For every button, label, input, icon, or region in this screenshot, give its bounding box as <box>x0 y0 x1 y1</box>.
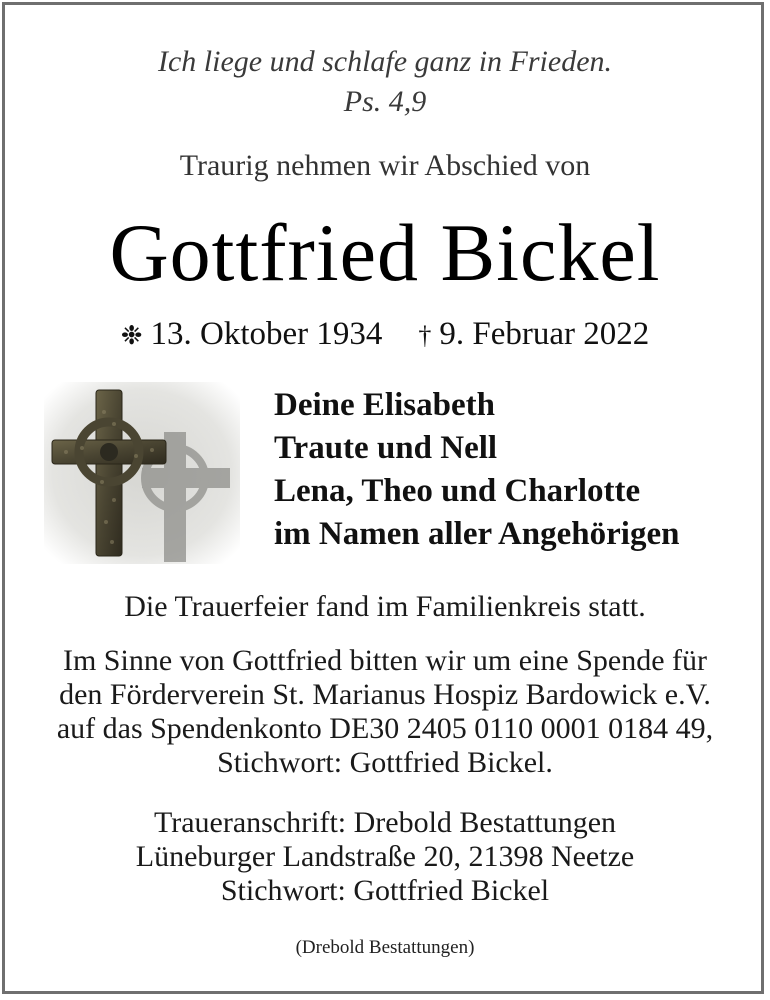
death-symbol: † <box>418 321 432 350</box>
celtic-cross-icon <box>44 382 240 564</box>
donation-line: Stichwort: Gottfried Bickel. <box>217 746 553 779</box>
death-date: 9. Februar 2022 <box>439 316 650 352</box>
address-line: Lüneburger Landstraße 20, 21398 Neetze <box>135 840 635 873</box>
life-dates <box>0 314 770 356</box>
intro-text: Traurig nehmen wir Abschied von <box>179 149 591 182</box>
birth-date: 13. Oktober 1934 <box>150 316 383 352</box>
mourner-line: Deine Elisabeth <box>274 387 495 423</box>
birth-symbol: ❉ <box>120 321 143 350</box>
mourner-line: Lena, Theo und Charlotte <box>274 473 641 509</box>
donation-request <box>0 644 770 780</box>
mourners-list <box>274 384 679 556</box>
address-line: Traueranschrift: Drebold Bestattungen <box>153 806 617 839</box>
address-line: Stichwort: Gottfried Bickel <box>220 874 550 907</box>
deceased-name: Gottfried Bickel <box>109 207 661 298</box>
publisher-credit: (Drebold Bestattungen) <box>295 937 475 958</box>
mourner-line: Traute und Nell <box>274 430 498 466</box>
verse-text: Ich liege und schlafe ganz in Frieden. <box>157 45 613 78</box>
donation-line: auf das Spendenkonto DE30 2405 0110 0001 0184 49, <box>56 712 714 745</box>
donation-line: den Förderverein St. Marianus Hospiz Bardowick e.V. <box>59 678 711 711</box>
mourning-address <box>0 806 770 908</box>
mourner-line: im Namen aller Angehörigen <box>274 516 680 552</box>
verse-reference: Ps. 4,9 <box>343 85 427 118</box>
ceremony-note: Die Trauerfeier fand im Familienkreis statt. <box>124 590 646 623</box>
donation-line: Im Sinne von Gottfried bitten wir um eine Spende für <box>62 644 708 677</box>
